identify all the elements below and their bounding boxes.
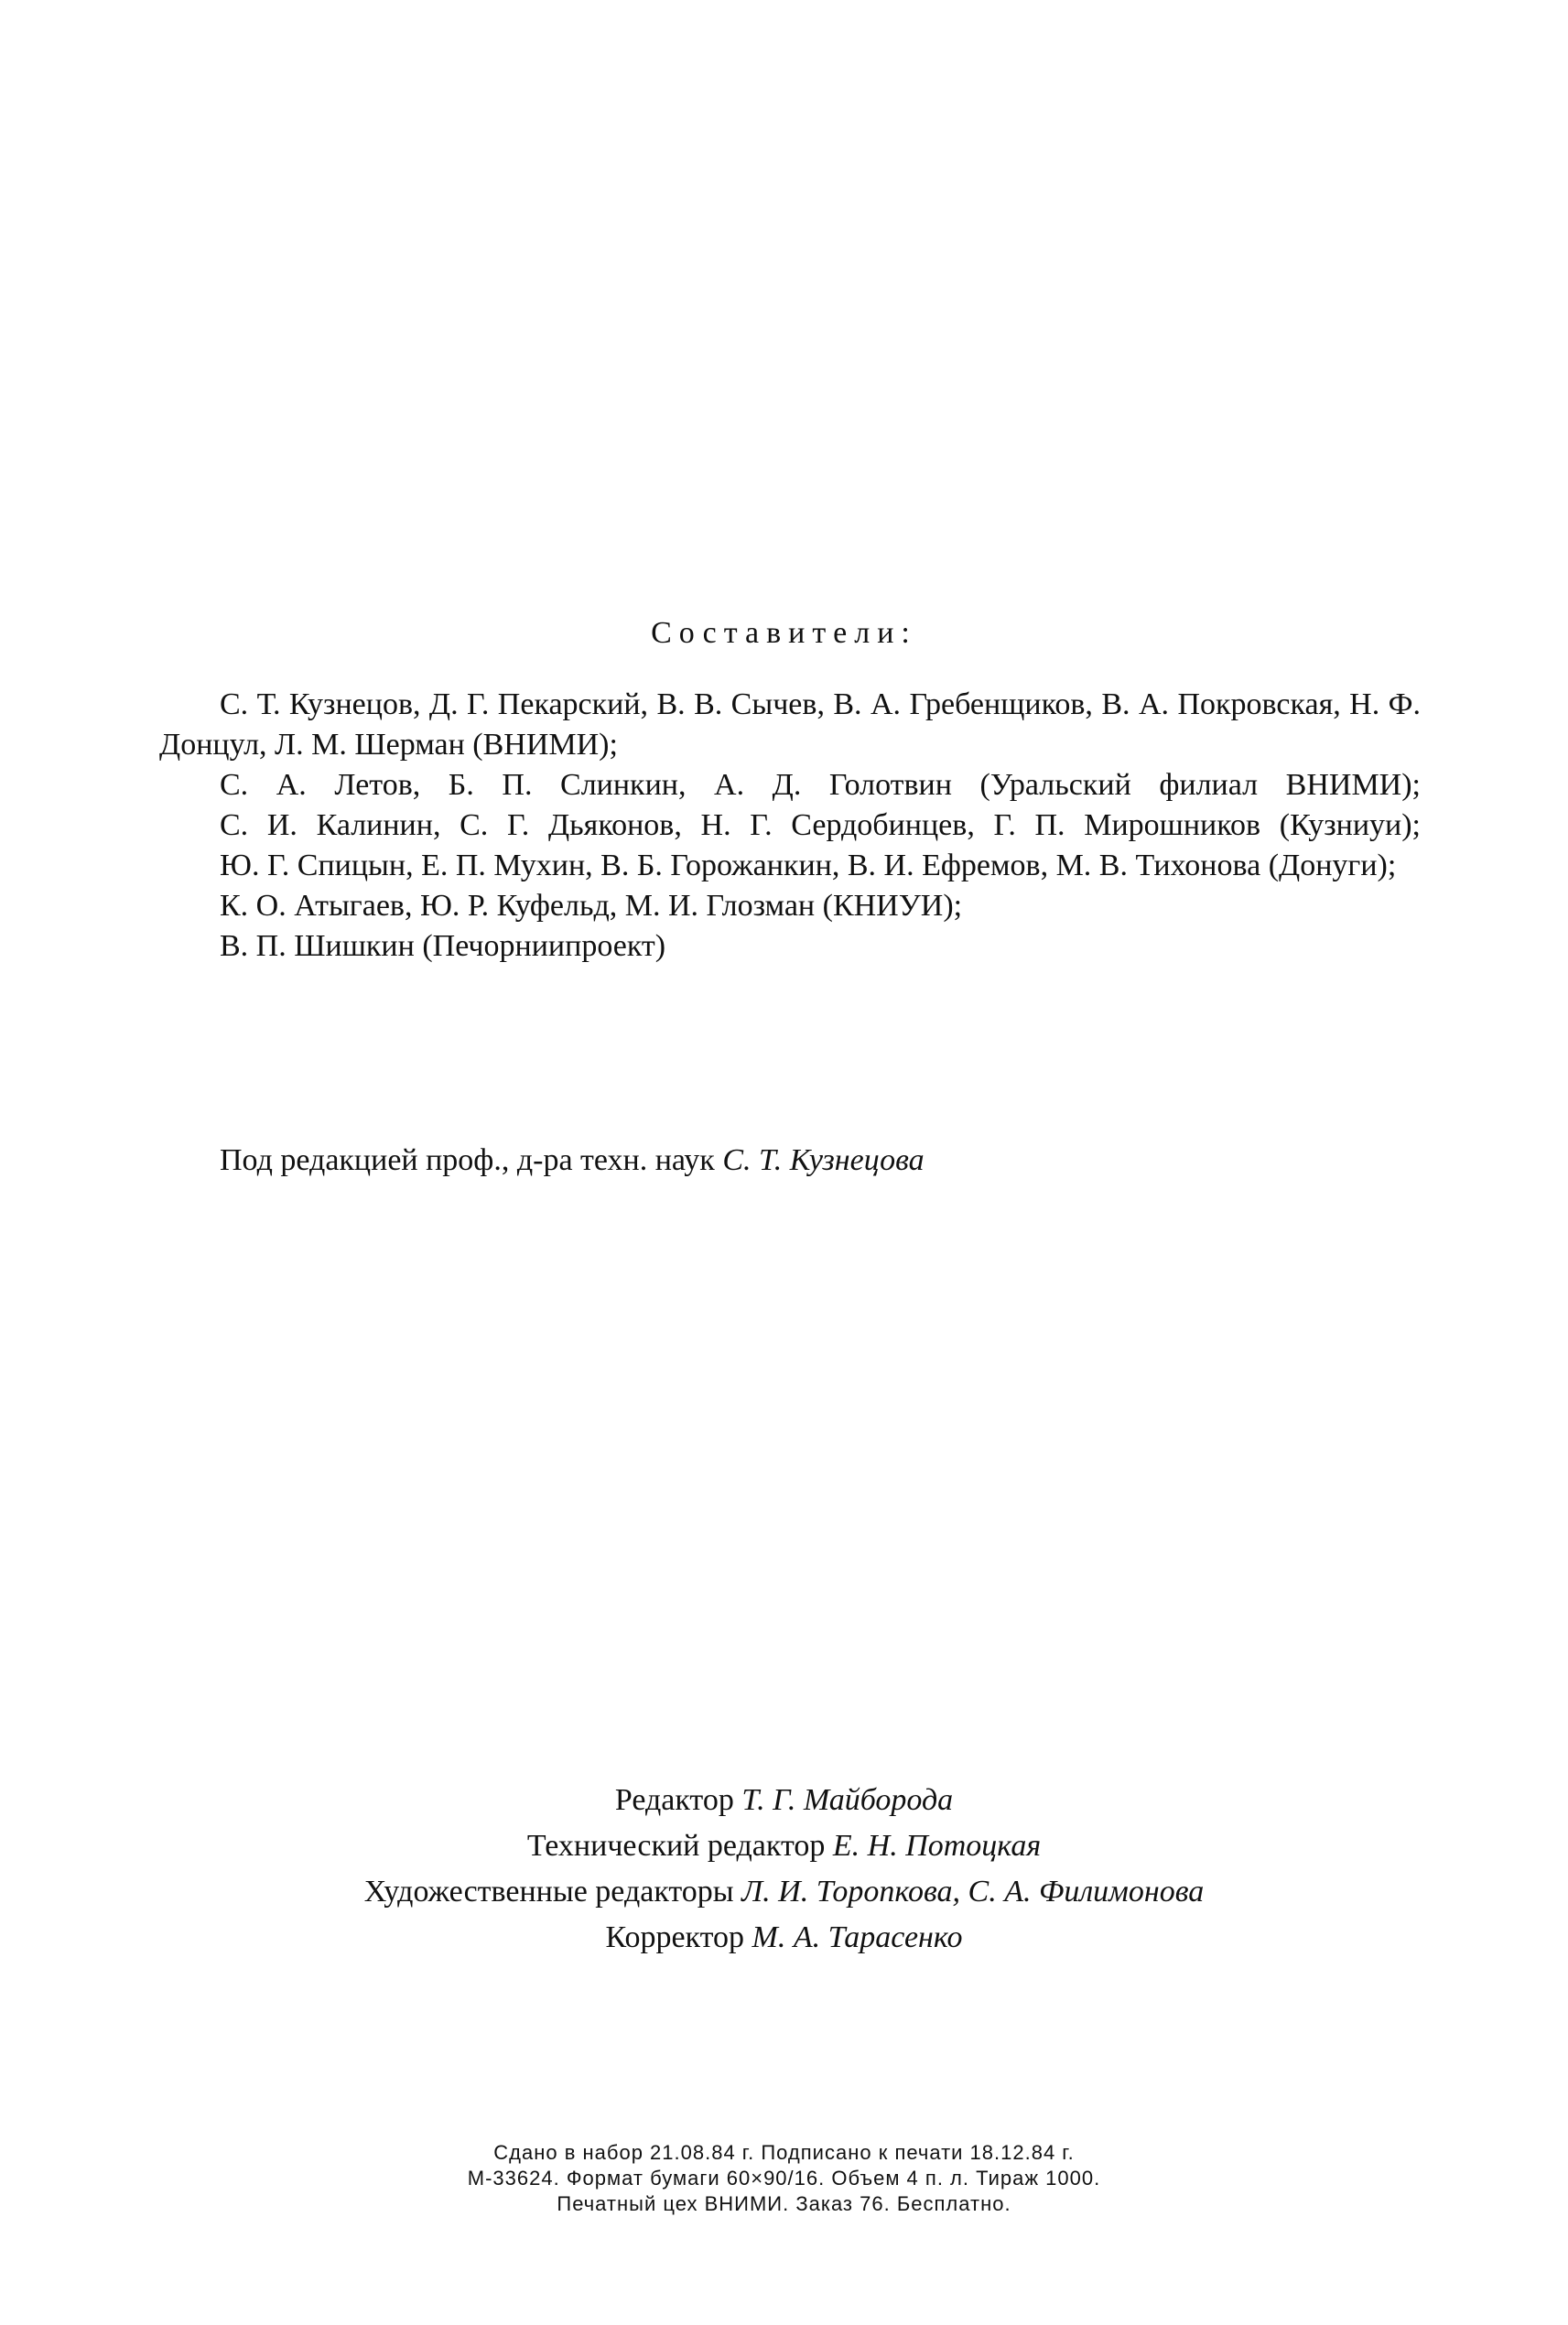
editor-names: Т. Г. Майборода — [741, 1783, 954, 1817]
compilers-heading: Составители: — [651, 616, 917, 650]
editor-line — [0, 1778, 1568, 1823]
compilers-entry-vnimi: С. Т. Кузнецов, Д. Г. Пекарский, В. В. Сычев, В. А. Гребенщиков, В. А. Покровская, Н. Ф. Донцул, Л. М. Шерман (ВНИМИ); — [159, 687, 1421, 762]
compilers-entry-kuzniui: С. И. Калинин, С. Г. Дьяконов, Н. Г. Сердобинцев, Г. П. Мирошников (Кузниуи); — [220, 808, 1421, 842]
editorship-line — [220, 1139, 1410, 1183]
imprint-line-2: М-33624. Формат бумаги 60×90/16. Объем 4 п. л. Тираж 1000. — [467, 2167, 1101, 2190]
compilers-entry-ural: С. А. Летов, Б. П. Слинкин, А. Д. Голотвин (Уральский филиал ВНИМИ); — [220, 768, 1421, 802]
compilers-entry-pechorniiproekt: В. П. Шишкин (Печорниипроект) — [220, 929, 666, 963]
art-editors-role: Художественные редакторы — [363, 1875, 742, 1909]
editorship-prefix: Под редакцией проф., д-ра техн. наук — [220, 1143, 723, 1177]
imprint-info — [0, 2140, 1568, 2217]
art-editors-names: Л. И. Торопкова, С. А. Филимонова — [741, 1875, 1205, 1909]
technical-editor-role: Технический редактор — [526, 1829, 833, 1863]
proofreader-names: М. А. Тарасенко — [752, 1920, 963, 1954]
editor-role: Редактор — [614, 1783, 742, 1817]
editors-credits — [0, 1778, 1568, 1961]
art-editors-line — [0, 1869, 1568, 1915]
compilers-entry-kniui: К. О. Атыгаев, Ю. Р. Куфельд, М. И. Глозман (КНИУИ); — [220, 889, 963, 923]
imprint-line-3: Печатный цех ВНИМИ. Заказ 76. Бесплатно. — [557, 2192, 1011, 2215]
technical-editor-names: Е. Н. Потоцкая — [832, 1829, 1042, 1863]
editorship-name: С. Т. Кузнецова — [722, 1143, 925, 1177]
proofreader-role: Корректор — [605, 1920, 752, 1954]
compilers-list — [159, 685, 1421, 967]
technical-editor-line — [0, 1823, 1568, 1869]
imprint-line-1: Сдано в набор 21.08.84 г. Подписано к печати 18.12.84 г. — [493, 2141, 1075, 2164]
compilers-entry-donugi: Ю. Г. Спицын, Е. П. Мухин, В. Б. Горожанкин, В. И. Ефремов, М. В. Тихонова (Донуги); — [220, 849, 1397, 882]
proofreader-line — [0, 1915, 1568, 1961]
